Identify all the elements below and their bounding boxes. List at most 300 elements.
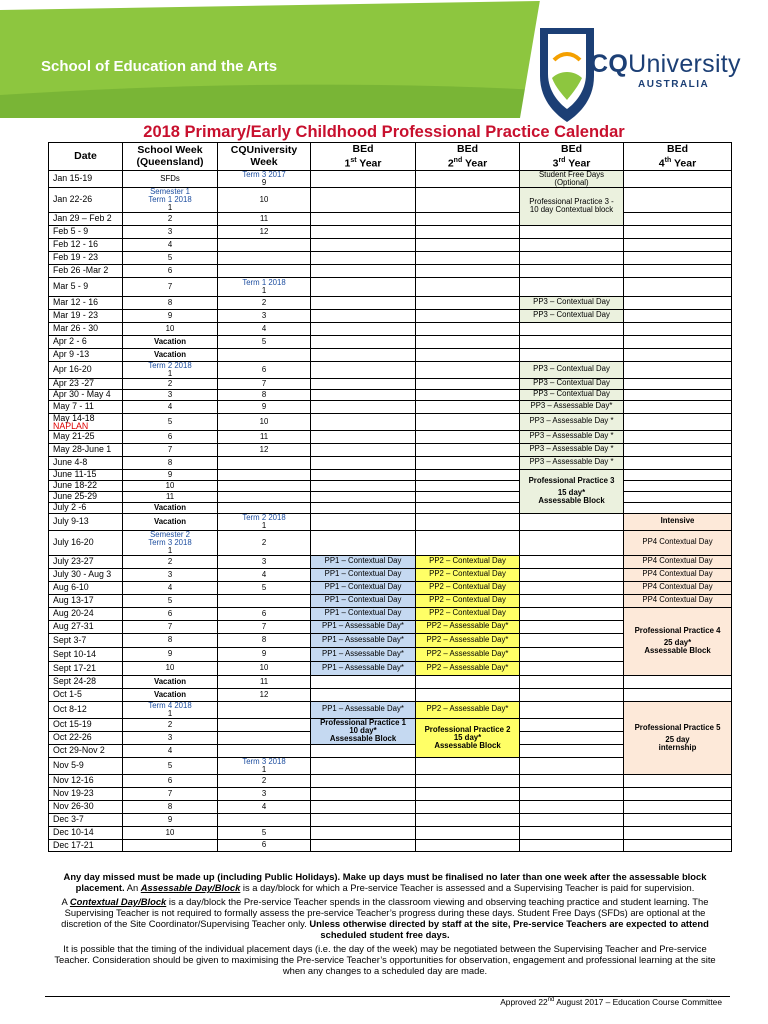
cell-text: Sept 17-21 [53,662,97,673]
cell-text: Apr 16-20 [53,364,92,375]
school-week-cell [123,581,218,594]
cell-text: 5 [167,252,173,262]
school-week-cell [123,348,218,361]
date-cell [49,581,123,594]
cell-text: Assessable Block [644,646,711,655]
empty-cell [624,335,732,348]
empty-cell [311,413,416,430]
school-week-cell [123,491,218,502]
table-row [49,309,732,322]
empty-cell [311,480,416,491]
empty-cell [520,322,624,335]
empty-cell [520,607,624,620]
cqu-week-cell [218,400,311,413]
date-cell [49,264,123,277]
date-cell [49,800,123,813]
cqu-week-cell [218,757,311,774]
school-week-cell [123,277,218,296]
cell-text: Apr 30 - May 4 [53,389,111,400]
cell-text: 8 [167,635,173,644]
cell-text: Oct 22-26 [53,732,92,743]
pp3-cell [520,309,624,322]
table-row [49,225,732,238]
cell-text: PP3 – Contextual Day [533,364,610,374]
pp3-cell [520,443,624,456]
school-week-cell [123,400,218,413]
cqu-week-cell [218,513,311,530]
cell-text: July 23-27 [53,556,94,567]
empty-cell [311,530,416,555]
school-week-cell [123,361,218,378]
empty-cell [520,787,624,800]
table-row [49,238,732,251]
empty-cell [520,813,624,826]
cqu-week-cell [218,502,311,513]
cell-text: 10 [259,416,269,426]
date-cell [49,633,123,647]
empty-cell [520,568,624,581]
cqu-week-cell [218,731,311,744]
empty-cell [311,787,416,800]
cell-text: 5 [261,582,267,592]
empty-cell [416,378,520,389]
date-cell [49,480,123,491]
empty-cell [624,225,732,238]
school-week-cell [123,187,218,212]
date-cell [49,309,123,322]
school-week-cell [123,594,218,607]
cell-text: 4 [167,582,173,592]
empty-cell [311,400,416,413]
cell-text: July 9-13 [53,516,89,527]
cell-text: Jan 22-26 [53,194,93,205]
cell-text: PP1 – Assessable Day* [322,662,404,672]
cqu-week-cell [218,480,311,491]
cell-text: Professional Practice 3 - [529,197,614,206]
cell-text: 7 [167,444,173,454]
table-row [49,296,732,309]
empty-cell [520,555,624,568]
date-cell [49,757,123,774]
school-week-cell [123,530,218,555]
pp2-cell [416,701,520,718]
empty-cell [624,688,732,701]
cell-text: 3 [167,732,173,742]
empty-cell [520,513,624,530]
cell-text: Professional Practice 4 [634,626,721,635]
cell-text: 1 [167,545,173,555]
date-cell [49,620,123,633]
empty-cell [311,170,416,187]
cell-text: June 11-15 [53,469,97,480]
cell-text: 5 [167,760,173,770]
pp1-cell [311,581,416,594]
cell-text: 2 [167,556,173,566]
empty-cell [520,348,624,361]
cell-text: July 30 - Aug 3 [53,569,112,580]
cell-text: PP1 – Assessable Day* [322,634,404,644]
cqu-week-cell [218,335,311,348]
empty-cell [624,443,732,456]
school-week-cell [123,688,218,701]
empty-cell [416,491,520,502]
cell-text: PP3 – Contextual Day [533,389,610,399]
empty-cell [416,335,520,348]
date-cell [49,212,123,225]
table-row [49,170,732,187]
cell-text: PP3 – Contextual Day [533,310,610,320]
cqu-week-cell [218,348,311,361]
table-row [49,430,732,443]
date-cell [49,568,123,581]
empty-cell [416,238,520,251]
cell-text: Mar 19 - 23 [53,310,98,321]
pp2-cell [416,620,520,633]
empty-cell [520,225,624,238]
empty-cell [416,277,520,296]
empty-cell [311,322,416,335]
cell-text: PP1 – Contextual Day [324,556,402,566]
empty-cell [311,675,416,688]
cell-text: 4 [261,569,267,579]
empty-cell [416,480,520,491]
empty-cell [416,225,520,238]
empty-cell [311,826,416,839]
cell-text: Aug 20-24 [53,608,94,619]
cell-text: PP1 – Contextual Day [324,582,402,592]
school-week-cell [123,335,218,348]
table-row [49,675,732,688]
empty-cell [311,187,416,212]
cell-text: Jan 29 – Feb 2 [53,213,112,224]
cell-text: Mar 5 - 9 [53,281,89,292]
empty-cell [624,839,732,851]
cqu-week-cell [218,718,311,731]
cell-text: PP1 – Assessable Day* [322,648,404,658]
school-week-cell [123,555,218,568]
cell-text: Assessable Block [434,740,501,750]
empty-cell [520,530,624,555]
cqu-week-cell [218,675,311,688]
pp3-block-cell [520,469,624,513]
empty-cell [416,688,520,701]
cell-text: June 25-29 [53,491,98,502]
cqu-week-cell [218,456,311,469]
cell-text: SFDs [160,173,180,183]
school-week-cell [123,568,218,581]
cqu-week-cell [218,568,311,581]
pp1-cell [311,661,416,675]
table-row [49,688,732,701]
cell-text: 6 [261,840,267,849]
empty-cell [624,787,732,800]
cqu-week-cell [218,787,311,800]
pp1-cell [311,555,416,568]
header-bed-year-3: BEd 3rd Year [520,143,624,171]
cell-text: 4 [261,323,267,333]
date-cell [49,774,123,787]
empty-cell [416,264,520,277]
cell-text: July 16-20 [53,537,94,548]
school-week-cell [123,701,218,718]
cell-text: 7 [167,788,173,798]
cell-text: Aug 27-31 [53,621,94,632]
date-cell [49,594,123,607]
pp1-cell [311,701,416,718]
empty-cell [311,757,416,774]
date-cell [49,170,123,187]
header-cqu-week: CQUniversity Week [218,143,311,171]
cqu-week-cell [218,378,311,389]
school-week-cell [123,378,218,389]
empty-cell [416,309,520,322]
empty-cell [624,826,732,839]
table-row [49,322,732,335]
date-cell [49,456,123,469]
cell-text: 10 [165,827,175,837]
cell-text: 10 [165,323,175,333]
cell-text: Apr 2 - 6 [53,336,87,347]
table-row [49,530,732,555]
cqu-week-cell [218,594,311,607]
empty-cell [416,322,520,335]
pp3-cell [520,378,624,389]
empty-cell [416,502,520,513]
cell-text: Apr 23 -27 [53,378,95,389]
empty-cell [311,430,416,443]
empty-cell [311,491,416,502]
empty-cell [520,238,624,251]
date-cell [49,647,123,661]
date-cell [49,469,123,480]
empty-cell [416,443,520,456]
school-week-cell [123,225,218,238]
header-school-week: School Week (Queensland) [123,143,218,171]
cell-text: 6 [167,775,173,785]
empty-cell [311,309,416,322]
calendar-body [49,170,732,851]
table-row [49,502,732,513]
school-week-cell [123,607,218,620]
cell-text: Nov 12-16 [53,775,94,786]
empty-cell [311,264,416,277]
school-week-cell [123,647,218,661]
cell-text: Vacation [153,676,187,686]
note-contextual: A Contextual Day/Block is a day/block the Pre-service Teacher spends in the classroom viewing and observing teaching practice and student learning. The Supervising Teacher is not required to formally assess the pre-service Teacher’s progress during these days. Student Free Days (SFDs) are optional at the discretion of the Site Coordinator/Supervising Teacher only. Unless otherwise directed by staff at the site, Pre-service Teachers are expected to attend scheduled student free days. [61,896,709,940]
cqu-week-cell [218,212,311,225]
notes [52,871,718,979]
cell-text: 10 [259,194,269,204]
empty-cell [624,348,732,361]
cell-text: 6 [261,364,267,374]
cell-text: PP4 Contextual Day [642,595,713,605]
empty-cell [624,480,732,491]
school-week-cell [123,389,218,400]
cqu-week-cell [218,264,311,277]
cell-text: July 2 -6 [53,502,87,513]
date-cell [49,225,123,238]
cell-text: 7 [261,378,267,388]
cell-text: PP4 Contextual Day [642,569,713,579]
cell-text: PP1 – Contextual Day [324,595,402,605]
cell-text: PP2 – Contextual Day [429,556,506,566]
cell-text: Professional Practice 5 [634,722,721,732]
cell-text: 1 [167,202,173,212]
table-row [49,774,732,787]
date-cell [49,389,123,400]
empty-cell [416,348,520,361]
cell-text: 15 day* [453,732,482,742]
empty-cell [624,212,732,225]
cell-text: PP1 – Contextual Day [324,569,402,579]
pp3-cell [520,296,624,309]
empty-cell [311,225,416,238]
pp3-cell [520,361,624,378]
table-row [49,701,732,718]
empty-cell [520,335,624,348]
header-bed-year-4: BEd 4th Year [624,143,732,171]
pp2-cell [416,594,520,607]
empty-cell [520,620,624,633]
empty-cell [311,361,416,378]
pp1-block-cell [311,718,416,744]
cqu-week-cell [218,430,311,443]
pp1-cell [311,633,416,647]
date-cell [49,335,123,348]
empty-cell [311,839,416,851]
cell-text: 4 [167,239,173,249]
cqu-week-cell [218,744,311,757]
empty-cell [520,688,624,701]
cell-text: 12 [259,226,269,236]
pp2-cell [416,607,520,620]
cqu-week-cell [218,701,311,718]
date-cell [49,322,123,335]
school-week-cell [123,322,218,335]
date-cell [49,251,123,264]
cell-text: 11 [165,491,175,501]
school-week-cell [123,264,218,277]
empty-cell [416,251,520,264]
table-row [49,277,732,296]
empty-cell [624,813,732,826]
cell-text: 8 [167,801,173,811]
cell-text: 1 [261,764,267,774]
cqu-week-cell [218,530,311,555]
cell-text: Professional Practice 3 [528,476,615,485]
empty-cell [416,430,520,443]
empty-cell [624,413,732,430]
cell-text: 3 [167,569,173,579]
cell-text: PP1 – Contextual Day [324,608,402,618]
cqu-week-cell [218,277,311,296]
table-row [49,826,732,839]
empty-cell [520,839,624,851]
date-cell [49,555,123,568]
cell-text: Vacation [153,516,187,526]
empty-cell [416,296,520,309]
cell-text: 11 [259,676,269,686]
cell-text: 9 [261,177,267,187]
practice-calendar-table [48,142,732,852]
cell-text: Oct 15-19 [53,719,92,730]
school-week-cell [123,443,218,456]
university-country: AUSTRALIA [638,79,710,90]
cell-text: PP3 – Assessable Day * [529,431,614,441]
table-row [49,480,732,491]
header-bed-year-2: BEd 2nd Year [416,143,520,171]
cell-text: Vacation [153,502,187,512]
cell-text: Term 1 2018 [148,194,192,204]
pp1-cell [311,594,416,607]
empty-cell [416,826,520,839]
cell-text: 2 [261,775,267,785]
cqu-week-cell [218,187,311,212]
cell-text: 6 [261,608,267,618]
empty-cell [520,277,624,296]
cqu-week-cell [218,607,311,620]
school-week-cell [123,839,218,851]
date-cell [49,491,123,502]
empty-cell [416,839,520,851]
pp3-contextual-block-cell [520,187,624,225]
empty-cell [311,443,416,456]
cqu-week-cell [218,251,311,264]
pp4-cell [624,568,732,581]
school-week-cell [123,480,218,491]
cell-text: Assessable Block [329,734,397,743]
empty-cell [416,187,520,212]
note-timing: It is possible that the timing of the individual placement days (i.e. the day of the week) may be negotiated between the Supervising Teacher and Pre-service Teacher. Consideration should be given to maximising the Pre-service Teacher’s opportunities for observation, engagement and professional learning at the site when any changes to a scheduled day are made. [54,943,716,976]
table-row [49,264,732,277]
empty-cell [520,251,624,264]
table-row [49,513,732,530]
cell-text: Professional Practice 2 [424,724,511,734]
empty-cell [520,718,624,731]
empty-cell [311,238,416,251]
pp1-cell [311,607,416,620]
cell-text: Term 3 2018 [242,757,286,766]
empty-cell [520,264,624,277]
school-week-cell [123,800,218,813]
table-row [49,187,732,212]
university-logo-text: CQUniversity [590,50,741,78]
empty-cell [416,757,520,774]
empty-cell [311,513,416,530]
empty-cell [520,675,624,688]
cell-text: Semester 2 [150,530,190,539]
cell-text: 12 [259,689,269,699]
date-cell [49,813,123,826]
empty-cell [311,335,416,348]
empty-cell [624,774,732,787]
cell-text: PP3 – Assessable Day * [529,416,614,426]
date-cell [49,607,123,620]
empty-cell [416,787,520,800]
pp3-cell [520,389,624,400]
cell-text: 5 [167,595,173,605]
empty-cell [311,456,416,469]
cell-text: May 7 - 11 [53,401,94,412]
cell-text: Term 2 2018 [242,513,286,522]
cell-text: PP1 – Assessable Day* [322,621,404,631]
cell-text: PP2 – Assessable Day* [426,634,509,644]
school-week-cell [123,413,218,430]
cell-text: Feb 26 -Mar 2 [53,265,109,276]
cell-text: Semester 1 [150,187,190,196]
school-week-cell [123,813,218,826]
table-row [49,607,732,620]
